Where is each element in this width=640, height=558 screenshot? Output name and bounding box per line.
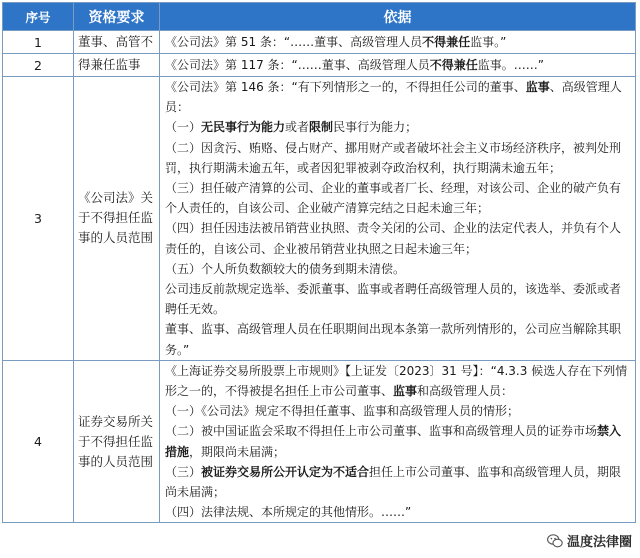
basis-emphasis: 监事 [525,80,550,94]
basis-text: 董事、监事、高级管理人员在任职期间出现本条第一款所列情形的，公司应当解除其职务。” [165,322,622,357]
basis-text: 或者 [285,120,310,135]
header-no: 序号 [3,3,74,31]
basis-paragraph [165,117,630,137]
basis-emphasis: 不得兼任 [422,34,471,49]
row-requirement: 《公司法》关于不得担任监事的人员范围 [74,77,160,361]
basis-text: （四）担任因违法被吊销营业执照、责令关闭的公司、企业的法定代表人，并负有个人责任的，自该公司、企业被吊销营业执照之日起未逾三年； [165,221,622,256]
basis-paragraph [165,138,630,178]
basis-text: 担任上市公司董事、监事和高级管理人员，期限尚未届满； [165,464,622,500]
row-number: 4 [3,360,74,523]
table-row [3,360,636,523]
wechat-icon [547,533,563,549]
basis-paragraph [165,462,630,502]
basis-paragraph [165,279,630,319]
watermark [547,531,632,550]
basis-emphasis: 无民事行为能力 [201,120,286,135]
basis-paragraph [165,319,630,359]
basis-paragraph [165,401,630,421]
row-requirement: 得兼任监事 [74,54,160,77]
basis-text: 监事。” [470,34,507,49]
basis-paragraph [165,32,630,52]
basis-emphasis: 禁入措施 [165,424,622,459]
basis-text: 《公司法》第 117 条：“……董事、高级管理人员 [165,57,430,72]
basis-paragraph [165,421,630,461]
basis-emphasis: 被证券交易所公开认定为不适合 [201,464,370,479]
basis-text: 公司违反前款规定选举、委派董事、监事或者聘任高级管理人员的，该选举、委派或者聘任无效。 [165,282,622,317]
table-row [3,54,636,77]
basis-paragraph [165,77,630,117]
row-requirement: 董事、高管不 [74,31,160,54]
basis-text: ，期限尚未届满； [189,444,286,459]
row-number: 3 [3,77,74,361]
basis-text: 和高级管理人员： [417,384,514,399]
watermark-text: 温度法律圈 [566,535,632,550]
row-basis [160,54,636,77]
basis-text: （五）个人所负数额较大的债务到期未清偿。 [165,261,406,276]
basis-text: （二）被中国证监会采取不得担任上市公司董事、监事和高级管理人员的证券市场 [165,424,598,439]
header-requirement: 资格要求 [74,3,160,31]
basis-paragraph [165,502,630,522]
basis-text: （一）《公司法》规定不得担任董事、监事和高级管理人员的情形； [165,404,520,419]
basis-paragraph [165,55,630,75]
basis-text: （一） [165,120,202,135]
row-basis [160,77,636,361]
basis-paragraph [165,361,630,401]
basis-text: 《公司法》第 51 条：“……董事、高级管理人员 [165,34,423,49]
basis-paragraph [165,218,630,258]
basis-emphasis: 限制 [309,120,334,135]
qualification-table [2,2,636,523]
row-basis [160,360,636,523]
basis-text: 、高级管理人员： [165,80,622,115]
table-row [3,77,636,361]
basis-emphasis: 不得兼任 [429,57,478,72]
basis-text: 《上海证券交易所股票上市规则》【上证发〔2023〕31 号】：“4.3.3 候选人存在下列情形之一的，不得被提名担任上市公司董事、 [165,363,628,399]
basis-text: 监事。……” [477,57,544,72]
basis-text: （三） [165,464,202,479]
basis-text: （四）法律法规、本所规定的其他情形。……” [165,505,412,520]
table-row [3,31,636,54]
basis-emphasis: 监事 [393,384,418,399]
basis-text: （二）因贪污、贿赂、侵占财产、挪用财产或者破坏社会主义市场经济秩序，被判处刑罚，执行期满未逾五年，或者因犯罪被剥夺政治权利，执行期满未逾五年； [165,140,622,175]
basis-text: 《公司法》第 146 条：“有下列情形之一的，不得担任公司的董事、 [165,80,526,94]
row-number: 1 [3,31,74,54]
basis-paragraph [165,178,630,218]
header-basis: 依据 [160,3,636,31]
header-row [3,3,636,31]
basis-text: 民事行为能力； [333,120,418,135]
row-basis [160,31,636,54]
row-number: 2 [3,54,74,77]
basis-paragraph [165,259,630,279]
row-requirement: 证券交易所关于不得担任监事的人员范围 [74,360,160,523]
basis-text: （三）担任破产清算的公司、企业的董事或者厂长、经理，对该公司、企业的破产负有个人责任的，自该公司、企业破产清算完结之日起未逾三年； [165,181,622,216]
